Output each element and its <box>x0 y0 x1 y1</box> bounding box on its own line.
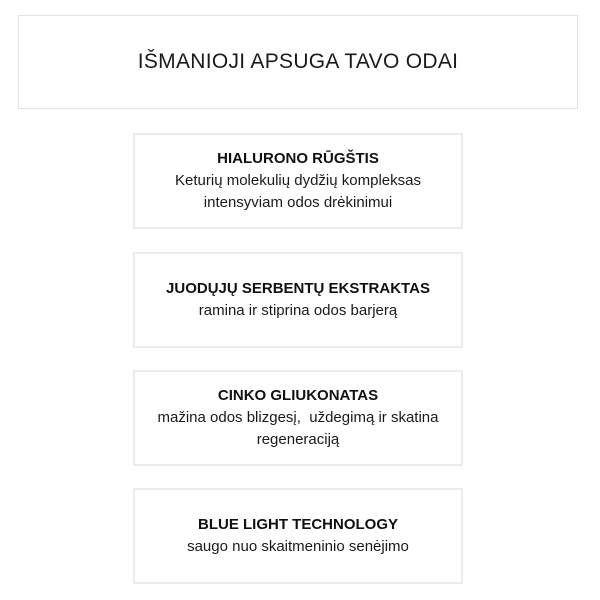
ingredient-card <box>133 488 463 584</box>
ingredient-card <box>133 370 463 466</box>
card-description: Keturių molekulių dydžių kompleksas intensyviam odos drėkinimui <box>175 172 426 211</box>
title-box <box>18 15 578 109</box>
page-title: IŠMANIOJI APSUGA TAVO ODAI <box>137 50 459 73</box>
card-title: BLUE LIGHT TECHNOLOGY <box>198 516 398 533</box>
card-title: HIALURONO RŪGŠTIS <box>217 150 379 167</box>
card-description: ramina ir stiprina odos barjerą <box>198 302 398 319</box>
ingredient-card <box>133 133 463 229</box>
ingredient-card <box>133 252 463 348</box>
card-description: saugo nuo skaitmeninio senėjimo <box>187 538 409 555</box>
card-title: CINKO GLIUKONATAS <box>217 387 379 404</box>
card-title: JUODŲJŲ SERBENTŲ EKSTRAKTAS <box>166 280 430 297</box>
card-description: mažina odos blizgesį, uždegimą ir skatina regeneraciją <box>157 409 443 448</box>
